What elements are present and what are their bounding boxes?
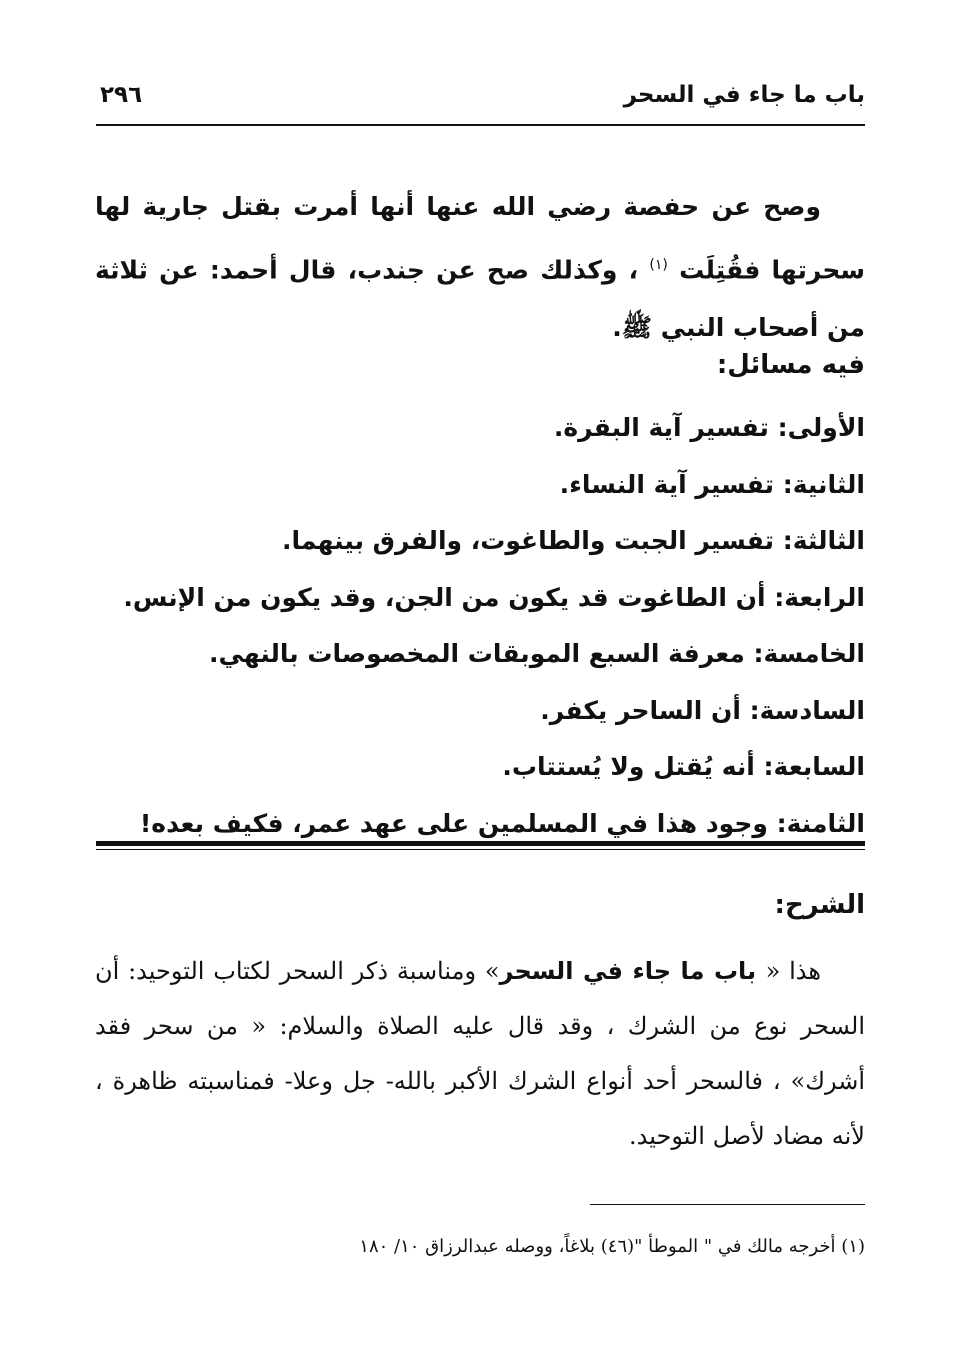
page-header [96, 82, 865, 122]
sharh-paragraph [95, 944, 865, 1164]
issue-item-3: الثالثة: تفسير الجبت والطاغوت، والفرق بينهما. [282, 526, 865, 555]
issues-heading: فيه مسائل: [716, 350, 865, 380]
intro-paragraph [95, 178, 865, 357]
footnote: (١) أخرجه مالك في " الموطأ "(٤٦) بلاغاً، ووصله عبدالرزاق ١٠/ ١٨٠ [359, 1236, 865, 1257]
divider-thin-line [96, 849, 865, 850]
issue-item-4: الرابعة: أن الطاغوت قد يكون من الجن، وقد يكون من الإنس. [123, 582, 865, 612]
footnote-reference[interactable]: (١) [649, 257, 668, 273]
issue-item-8: الثامنة: وجود هذا في المسلمين على عهد عمر، فكيف بعده! [139, 808, 865, 838]
sharh-bab-title: باب ما جاء في السحر [499, 957, 766, 985]
page-number: ٢٩٦ [100, 82, 143, 108]
issue-item-5: الخامسة: معرفة السبع الموبقات المخصوصات بالنهي. [209, 639, 865, 668]
issue-item-2: الثانية: تفسير آية النساء. [559, 469, 865, 499]
running-title: باب ما جاء في السحر [623, 82, 865, 108]
intro-text-end: ، وكذلك صح عن جندب، قال أحمد: عن ثلاثة من أصحاب النبي ﷺ. [95, 255, 865, 343]
footnote-rule [590, 1204, 865, 1205]
issue-item-6: السادسة: أن الساحر يكفر. [540, 695, 865, 725]
divider-thick-line [96, 841, 865, 846]
section-divider [96, 841, 865, 853]
intro-text-start: وصح عن حفصة رضي الله عنها أنها أمرت بقتل جارية لها سحرتها فقُتِلَت [95, 192, 865, 285]
issues-list [95, 408, 865, 860]
sharh-heading: الشرح: [774, 890, 865, 920]
issue-item-1: الأولى: تفسير آية البقرة. [553, 413, 865, 442]
issue-item-7: السابعة: أنه يُقتل ولا يُستتاب. [502, 752, 865, 781]
header-rule [96, 124, 865, 126]
sharh-body: » ومناسبة ذكر السحر لكتاب التوحيد: أن السحر نوع من الشرك ، وقد قال عليه الصلاة والسلام: « من سحر فقد أشرك» ، فالسحر أحد أنواع الشرك الأكبر بالله- جل وعلا- فمناسبته ظاهرة ، لأنه مضاد لأصل التوحيد. [95, 957, 865, 1150]
sharh-open: هذا « [765, 957, 822, 985]
